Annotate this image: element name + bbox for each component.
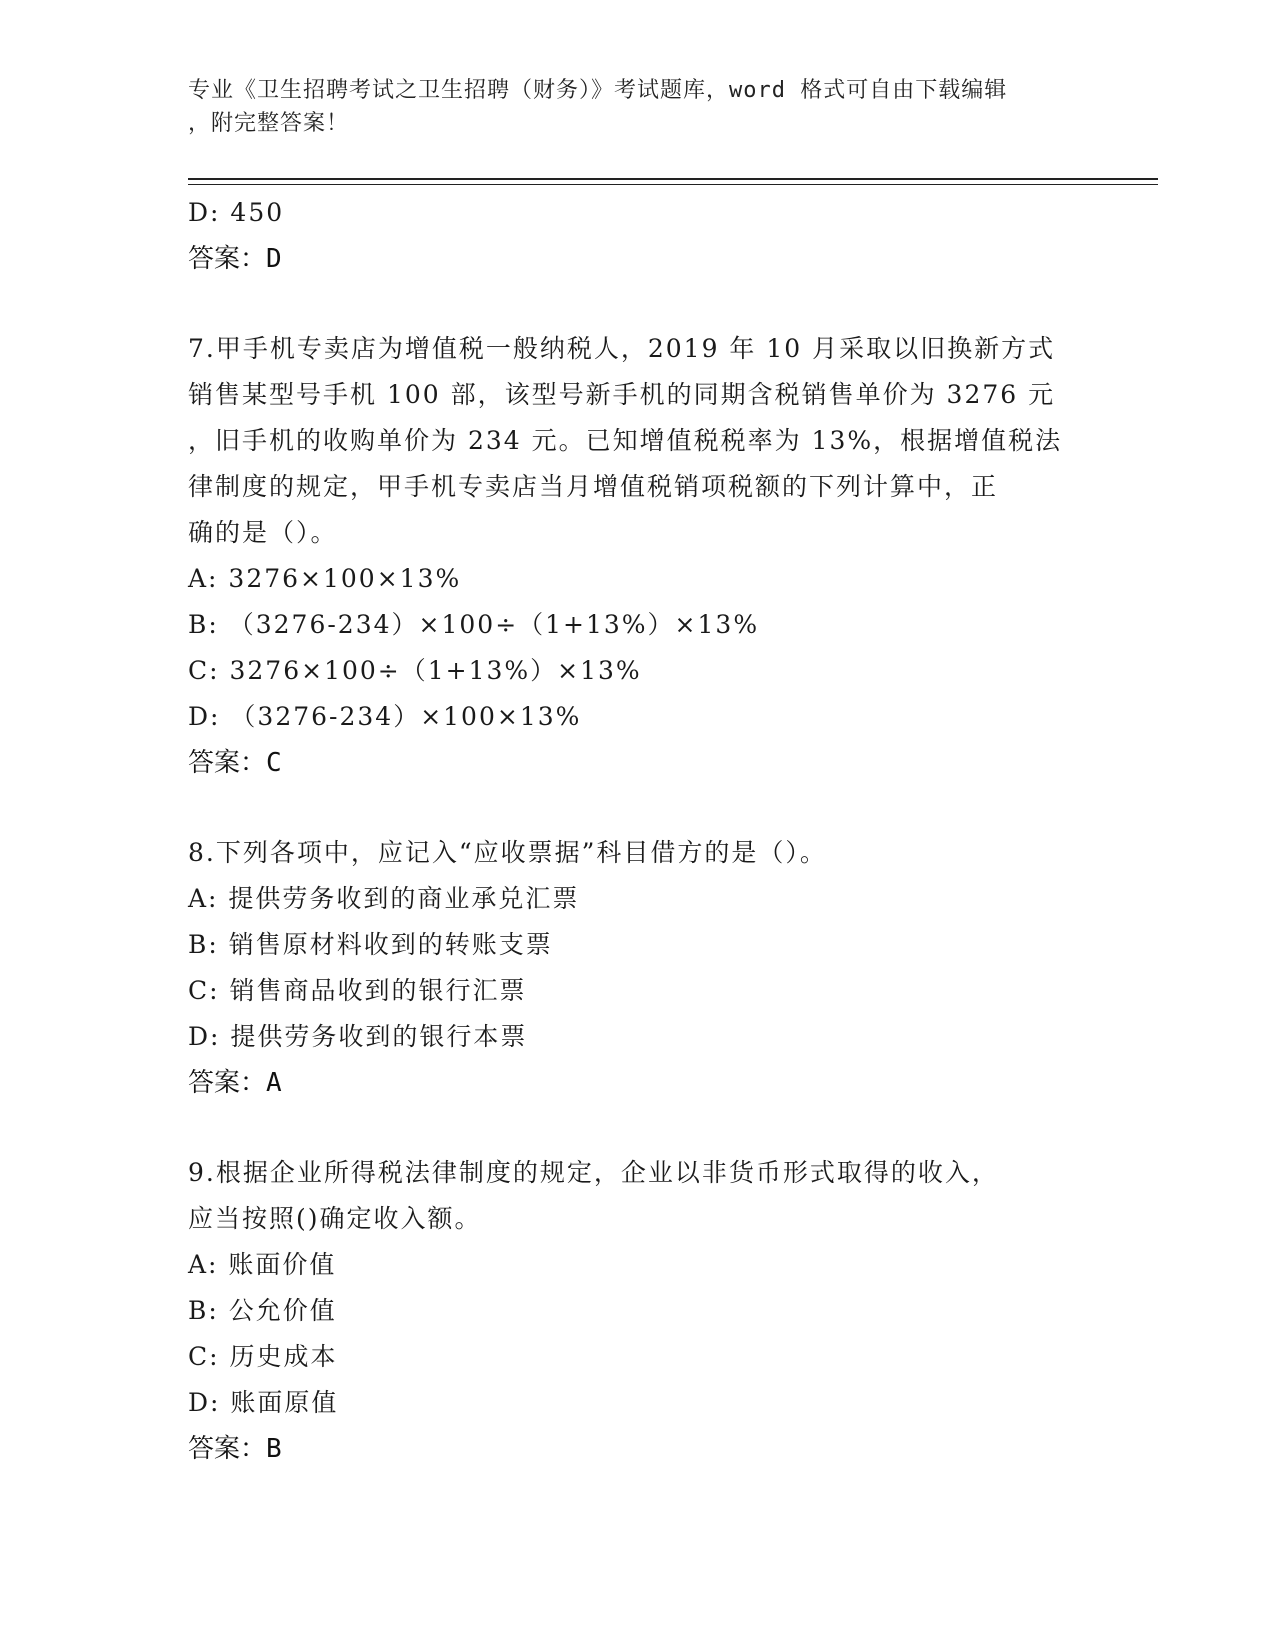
header-line-1: 专业《卫生招聘考试之卫生招聘（财务）》考试题库，word 格式可自由下载编辑 [188,78,1008,103]
option-d: D: （3276-234）×100×13% [188,702,582,731]
answer-value: C [266,748,282,778]
question-text-line: ，旧手机的收购单价为 234 元。已知增值税税率为 13%，根据增值税法 [188,426,1063,455]
option-a: A: 提供劳务收到的商业承兑汇票 [188,884,580,913]
option-d: D: 450 [188,198,285,227]
option-c: C: 销售商品收到的银行汇票 [188,976,527,1005]
question-text-line: 8.下列各项中，应记入“应收票据”科目借方的是（）。 [188,838,827,867]
spacer [188,282,1088,326]
spacer [188,786,1088,830]
option-b: B: 公允价值 [188,1296,337,1325]
question-8 [188,830,1088,1106]
option-a: A: 账面价值 [188,1250,337,1279]
question-text-line: 确的是（）。 [188,518,338,547]
header-divider-thick [188,178,1158,180]
answer-label: 答案： [188,244,267,274]
answer-line [188,236,1088,282]
question-text-line: 7.甲手机专卖店为增值税一般纳税人，2019 年 10 月采取以旧换新方式 [188,334,1056,363]
answer-label: 答案： [188,748,267,778]
document-body [188,190,1088,1472]
question-text-line: 9.根据企业所得税法律制度的规定，企业以非货币形式取得的收入， [188,1158,999,1187]
option-d: D: 提供劳务收到的银行本票 [188,1022,528,1051]
answer-line [188,740,1088,786]
option-c: C: 历史成本 [188,1342,338,1371]
question-9 [188,1150,1088,1472]
option-b: B: 销售原材料收到的转账支票 [188,930,553,959]
option-b: B: （3276-234）×100÷（1+13%）×13% [188,610,760,639]
option-d: D: 账面原值 [188,1388,339,1417]
answer-value: D [266,244,282,274]
question-text-line: 律制度的规定，甲手机专卖店当月增值税销项税额的下列计算中，正 [188,472,999,501]
question-7 [188,326,1088,786]
header-line-2: ，附完整答案！ [188,111,350,136]
spacer [188,1106,1088,1150]
question-text-line: 销售某型号手机 100 部，该型号新手机的同期含税销售单价为 3276 元 [188,380,1056,409]
answer-line [188,1426,1088,1472]
answer-value: A [266,1068,282,1098]
question-text-line: 应当按照()确定收入额。 [188,1204,482,1233]
answer-line [188,1060,1088,1106]
option-a: A: 3276×100×13% [188,564,462,593]
answer-label: 答案： [188,1068,267,1098]
previous-question-tail [188,190,1088,282]
page-header [188,74,1088,140]
option-c: C: 3276×100÷（1+13%）×13% [188,656,642,685]
header-divider-thin [188,184,1158,185]
answer-label: 答案： [188,1434,267,1464]
answer-value: B [266,1434,282,1464]
